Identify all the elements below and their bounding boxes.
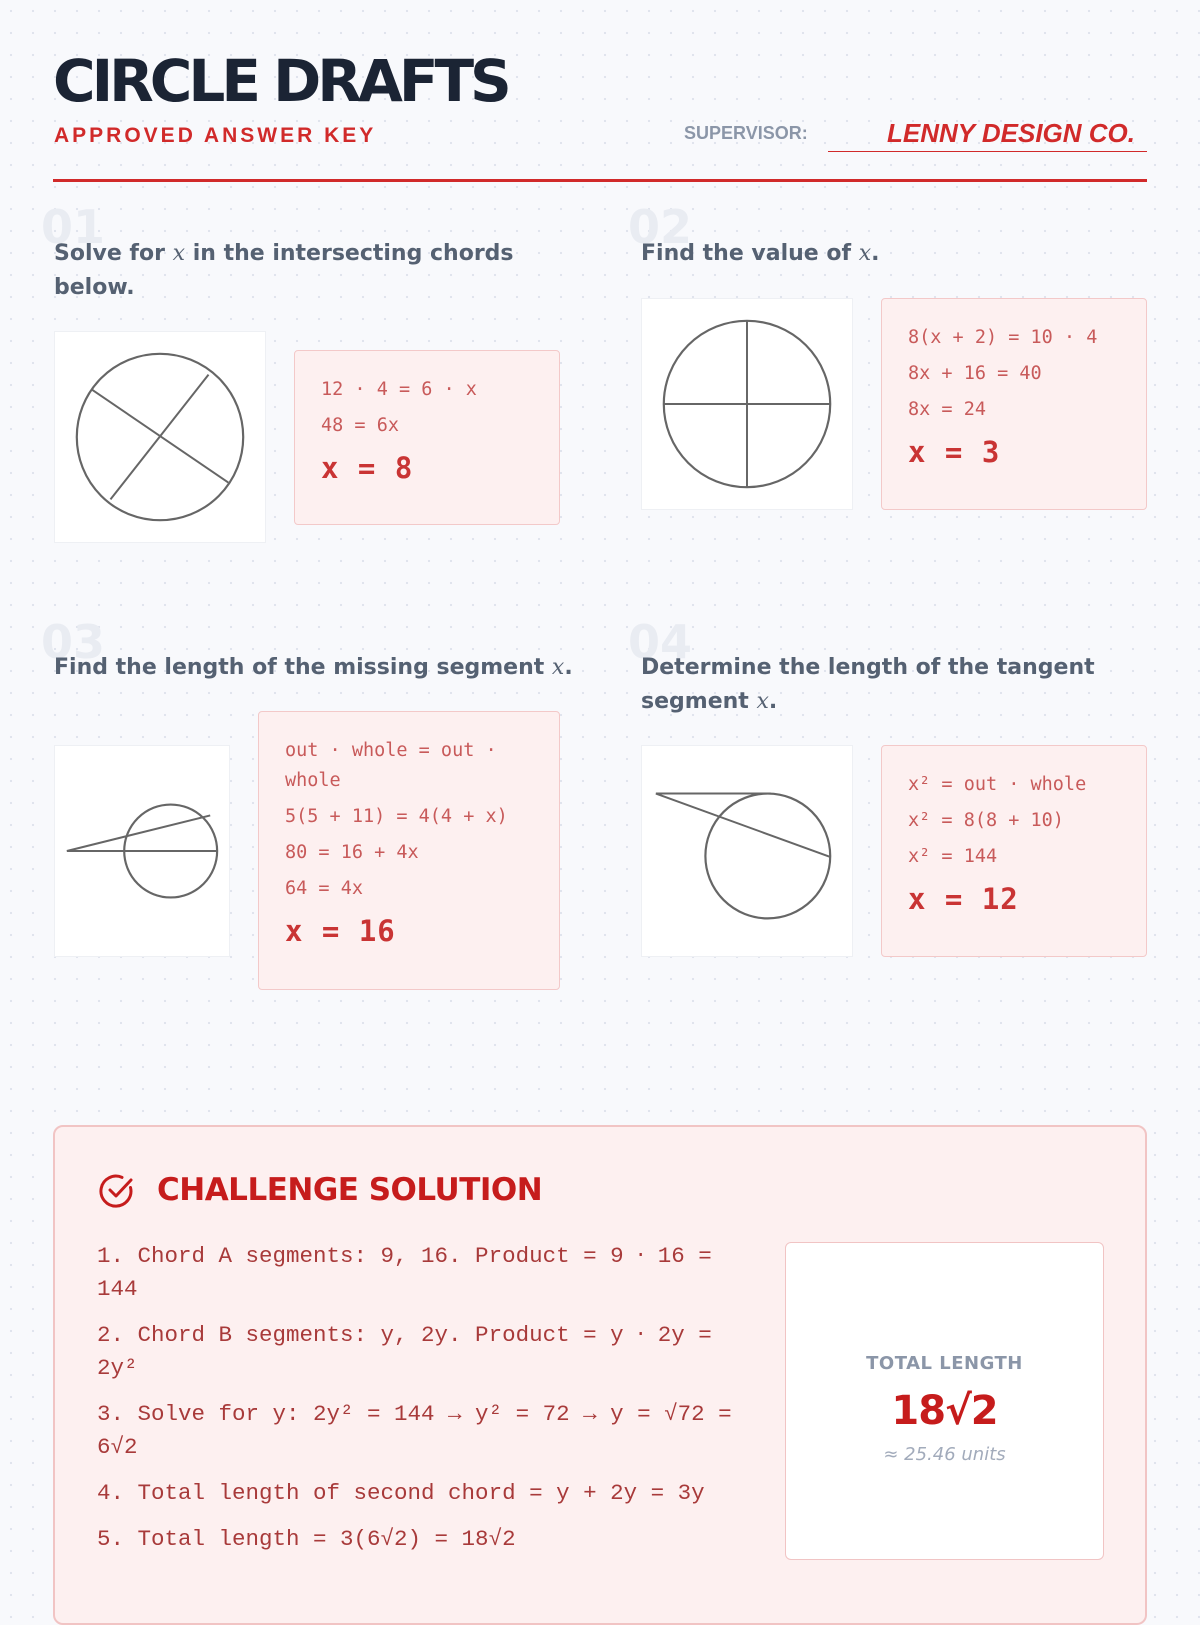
challenge-title: CHALLENGE SOLUTION — [157, 1172, 543, 1208]
check-circle-icon — [98, 1172, 136, 1210]
challenge-steps — [97, 1240, 747, 1569]
solution-step: x² = out ⋅ whole — [908, 774, 1087, 795]
problem-number: 02 — [628, 200, 693, 254]
final-answer: x = 12 — [908, 882, 1019, 916]
answer-box — [881, 745, 1147, 957]
solution-step: 48 = 6x — [321, 415, 399, 436]
page-subtitle: APPROVED ANSWER KEY — [54, 124, 377, 147]
variable-x: x — [858, 241, 872, 266]
solution-step: out ⋅ whole = out ⋅ whole — [285, 740, 497, 791]
header-divider — [53, 179, 1147, 182]
page-title: CIRCLE DRAFTS — [53, 47, 508, 115]
total-length-value: 18√2 — [891, 1388, 998, 1434]
problem-question: Find the length of the missing segment x. — [54, 655, 573, 680]
problem-number: 01 — [41, 200, 106, 254]
variable-x: x — [551, 655, 565, 680]
challenge-step: 1. Chord A segments: 9, 16. Product = 9 ⋅ 16 = 144 — [97, 1243, 712, 1302]
variable-x: x — [172, 241, 186, 266]
solution-step: x² = 144 — [908, 846, 998, 867]
challenge-step: 4. Total length of second chord = y + 2y = 3y — [97, 1480, 705, 1506]
problem-question: Find the value of x. — [641, 241, 880, 266]
challenge-step: 5. Total length = 3(6√2) = 18√2 — [97, 1526, 516, 1552]
final-answer: x = 8 — [321, 451, 414, 485]
supervisor-label: SUPERVISOR: — [684, 123, 808, 143]
answer-box — [258, 711, 560, 990]
solution-step: 12 ⋅ 4 = 6 ⋅ x — [321, 379, 477, 400]
supervisor-value: LENNY DESIGN CO. — [828, 115, 1147, 152]
challenge-step: 3. Solve for y: 2y² = 144 → y² = 72 → y = √72 = 6√2 — [97, 1401, 732, 1460]
answer-box — [881, 298, 1147, 510]
solution-step: 8x = 24 — [908, 399, 986, 420]
perpendicular-chords-diagram — [642, 299, 852, 509]
total-length-card — [785, 1242, 1104, 1560]
variable-x: x — [756, 689, 769, 714]
intersecting-chords-diagram — [55, 332, 265, 542]
solution-step: 80 = 16 + 4x — [285, 842, 419, 863]
solution-step: 8(x + 2) = 10 ⋅ 4 — [908, 327, 1098, 348]
solution-step: 5(5 + 11) = 4(4 + x) — [285, 806, 508, 827]
solution-step: 64 = 4x — [285, 878, 363, 899]
problem-figure — [54, 745, 230, 957]
problem-figure — [641, 745, 853, 957]
problem-figure — [641, 298, 853, 510]
two-secants-diagram — [55, 746, 229, 956]
tangent-secant-diagram — [642, 746, 852, 956]
total-length-label: TOTAL LENGTH — [866, 1353, 1023, 1374]
total-length-approx: ≈ 25.46 units — [883, 1444, 1006, 1465]
problem-number: 04 — [628, 615, 693, 669]
problem-question: Determine the length of the tangent segment x. — [641, 655, 1095, 714]
challenge-step: 2. Chord B segments: y, 2y. Product = y ⋅ 2y = 2y² — [97, 1322, 712, 1381]
final-answer: x = 3 — [908, 435, 1001, 469]
solution-step: 8x + 16 = 40 — [908, 363, 1042, 384]
problem-question: Solve for x in the intersecting chords below. — [54, 241, 514, 300]
final-answer: x = 16 — [285, 914, 396, 948]
solution-step: x² = 8(8 + 10) — [908, 810, 1064, 831]
answer-box — [294, 350, 560, 525]
problem-number: 03 — [41, 615, 106, 669]
problem-figure — [54, 331, 266, 543]
